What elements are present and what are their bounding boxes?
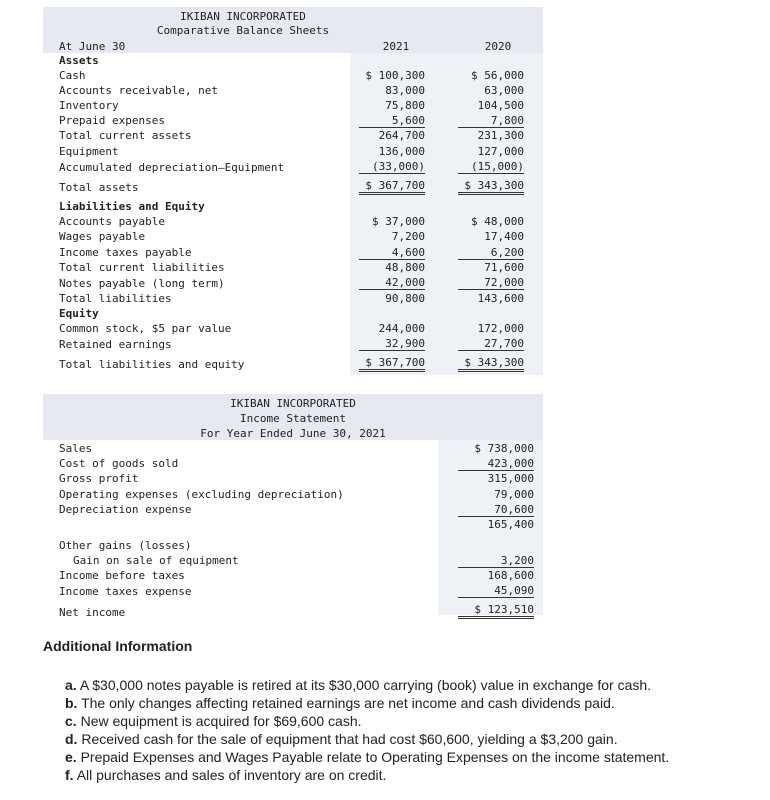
bs-liab-heading: Liabilities and Equity — [59, 200, 205, 213]
bs-row-2021: 4,600 — [359, 246, 425, 260]
bs-row-2021: 136,000 — [378, 145, 425, 158]
bs-row-label: Notes payable (long term) — [59, 277, 225, 290]
bs-row-2021: (33,000) — [359, 160, 425, 174]
bs-row-label: Prepaid expenses — [59, 114, 165, 127]
balance-sheet — [43, 7, 543, 377]
is-row-value: 315,000 — [487, 472, 534, 485]
bs-row-label: Total liabilities — [59, 292, 172, 305]
info-letter: c. — [65, 713, 77, 729]
is-title: Income Statement — [240, 412, 346, 425]
is-row-value: 79,000 — [494, 488, 534, 501]
bs-row-2021: 7,200 — [391, 230, 425, 243]
is-row-label: Cost of goods sold — [59, 457, 179, 470]
is-row-label: Operating expenses (excluding depreciation) — [59, 488, 344, 501]
bs-row-label: Equipment — [59, 145, 119, 158]
bs-row-2020: 6,200 — [458, 246, 524, 260]
info-item — [65, 694, 669, 712]
bs-row-2020: 127,000 — [477, 145, 524, 158]
info-text: All purchases and sales of inventory are on credit. — [76, 767, 387, 783]
info-text: The only changes affecting retained earnings are net income and cash dividends paid. — [81, 695, 615, 711]
bs-row-2020: $ 48,000 — [471, 215, 524, 228]
is-period: For Year Ended June 30, 2021 — [200, 427, 386, 440]
bs-row-2021: 5,600 — [359, 114, 425, 128]
is-operating-subtotal: 165,400 — [487, 518, 534, 531]
is-row-label: Gain on sale of equipment — [73, 554, 239, 567]
bs-row-label: Total current liabilities — [59, 261, 225, 274]
info-item — [65, 766, 669, 784]
is-row-label: Income before taxes — [59, 569, 185, 582]
bs-row-label: Wages payable — [59, 230, 146, 243]
bs-row-2021: $ 100,300 — [365, 69, 425, 82]
is-row-value: $ 123,510 — [458, 603, 534, 619]
bs-row-2021: 32,900 — [359, 337, 425, 351]
info-letter: b. — [65, 695, 78, 711]
bs-row-2021: 90,800 — [385, 292, 425, 305]
bs-row-label: Income taxes payable — [59, 246, 192, 259]
is-row-value: 3,200 — [458, 554, 534, 568]
bs-row-2021: 264,700 — [378, 129, 425, 142]
bs-row-2020: 231,300 — [477, 129, 524, 142]
income-statement — [43, 394, 543, 618]
bs-row-label: Accounts receivable, net — [59, 84, 218, 97]
info-item — [65, 676, 669, 694]
bs-row-2021: $ 367,700 — [359, 356, 425, 372]
is-row-label: Other gains (losses) — [59, 539, 192, 552]
info-letter: d. — [65, 731, 78, 747]
is-company-name: IKIBAN INCORPORATED — [230, 397, 356, 410]
info-text: A $30,000 notes payable is retired at its $30,000 carrying (book) value in exchange for cash. — [79, 677, 652, 693]
bs-row-label: Inventory — [59, 99, 119, 112]
is-row-label: Sales — [59, 442, 93, 455]
info-letter: a. — [65, 677, 77, 693]
bs-row-2021: 42,000 — [359, 276, 425, 290]
bs-row-2020: 71,600 — [484, 261, 524, 274]
bs-row-2020: 27,700 — [458, 337, 524, 351]
bs-row-2020: 72,000 — [458, 276, 524, 290]
bs-row-2020: $ 343,300 — [458, 356, 524, 372]
bs-col-2020: 2020 — [484, 40, 512, 53]
is-row-value: 423,000 — [458, 457, 534, 471]
bs-row-2020: 63,000 — [484, 84, 524, 97]
bs-row-label: Cash — [59, 69, 86, 82]
info-letter: f. — [65, 767, 74, 783]
bs-row-2020: $ 343,300 — [458, 179, 524, 195]
bs-row-2020: 143,600 — [477, 292, 524, 305]
bs-row-2020: 17,400 — [484, 230, 524, 243]
bs-row-2020: (15,000) — [458, 160, 524, 174]
is-row-label: Gross profit — [59, 472, 139, 485]
bs-row-2021: 244,000 — [378, 322, 425, 335]
bs-row-label: Total liabilities and equity — [59, 358, 245, 371]
bs-at-label: At June 30 — [59, 40, 126, 53]
bs-row-2020: 172,000 — [477, 322, 524, 335]
info-letter: e. — [65, 749, 77, 765]
is-row-label: Depreciation expense — [59, 503, 192, 516]
info-text: New equipment is acquired for $69,600 cash. — [80, 713, 362, 729]
bs-row-label: Total assets — [59, 181, 139, 194]
bs-row-2021: $ 367,700 — [359, 179, 425, 195]
bs-row-2020: 7,800 — [458, 114, 524, 128]
bs-row-2021: 48,800 — [385, 261, 425, 274]
bs-title: Comparative Balance Sheets — [156, 24, 330, 37]
bs-col-2021: 2021 — [382, 40, 410, 53]
bs-row-2020: $ 56,000 — [471, 69, 524, 82]
bs-equity-heading: Equity — [59, 307, 99, 320]
bs-row-2020: 104,500 — [477, 99, 524, 112]
bs-row-2021: 75,800 — [385, 99, 425, 112]
info-item — [65, 730, 669, 748]
additional-info-list — [65, 676, 669, 784]
is-row-value: 45,090 — [458, 584, 534, 598]
bs-row-label: Common stock, $5 par value — [59, 322, 232, 335]
bs-row-label: Total current assets — [59, 129, 192, 142]
additional-info-heading: Additional Information — [43, 638, 193, 654]
is-row-label: Income taxes expense — [59, 585, 192, 598]
info-item — [65, 712, 669, 730]
info-item — [65, 748, 669, 766]
is-row-value: $ 738,000 — [474, 442, 534, 455]
bs-company-name: IKIBAN INCORPORATED — [180, 10, 306, 23]
bs-row-2021: $ 37,000 — [372, 215, 425, 228]
info-text: Received cash for the sale of equipment that had cost $60,600, yielding a $3,200 gain. — [81, 731, 618, 747]
bs-assets-heading: Assets — [59, 54, 99, 67]
info-text: Prepaid Expenses and Wages Payable relate to Operating Expenses on the income statement. — [80, 749, 670, 765]
bs-row-label: Accumulated depreciation—Equipment — [59, 161, 285, 174]
is-row-value: 70,600 — [458, 503, 534, 517]
bs-row-label: Accounts payable — [59, 215, 165, 228]
is-row-value: 168,600 — [487, 569, 534, 582]
is-row-label: Net income — [59, 606, 126, 619]
bs-row-2021: 83,000 — [385, 84, 425, 97]
bs-row-label: Retained earnings — [59, 338, 172, 351]
